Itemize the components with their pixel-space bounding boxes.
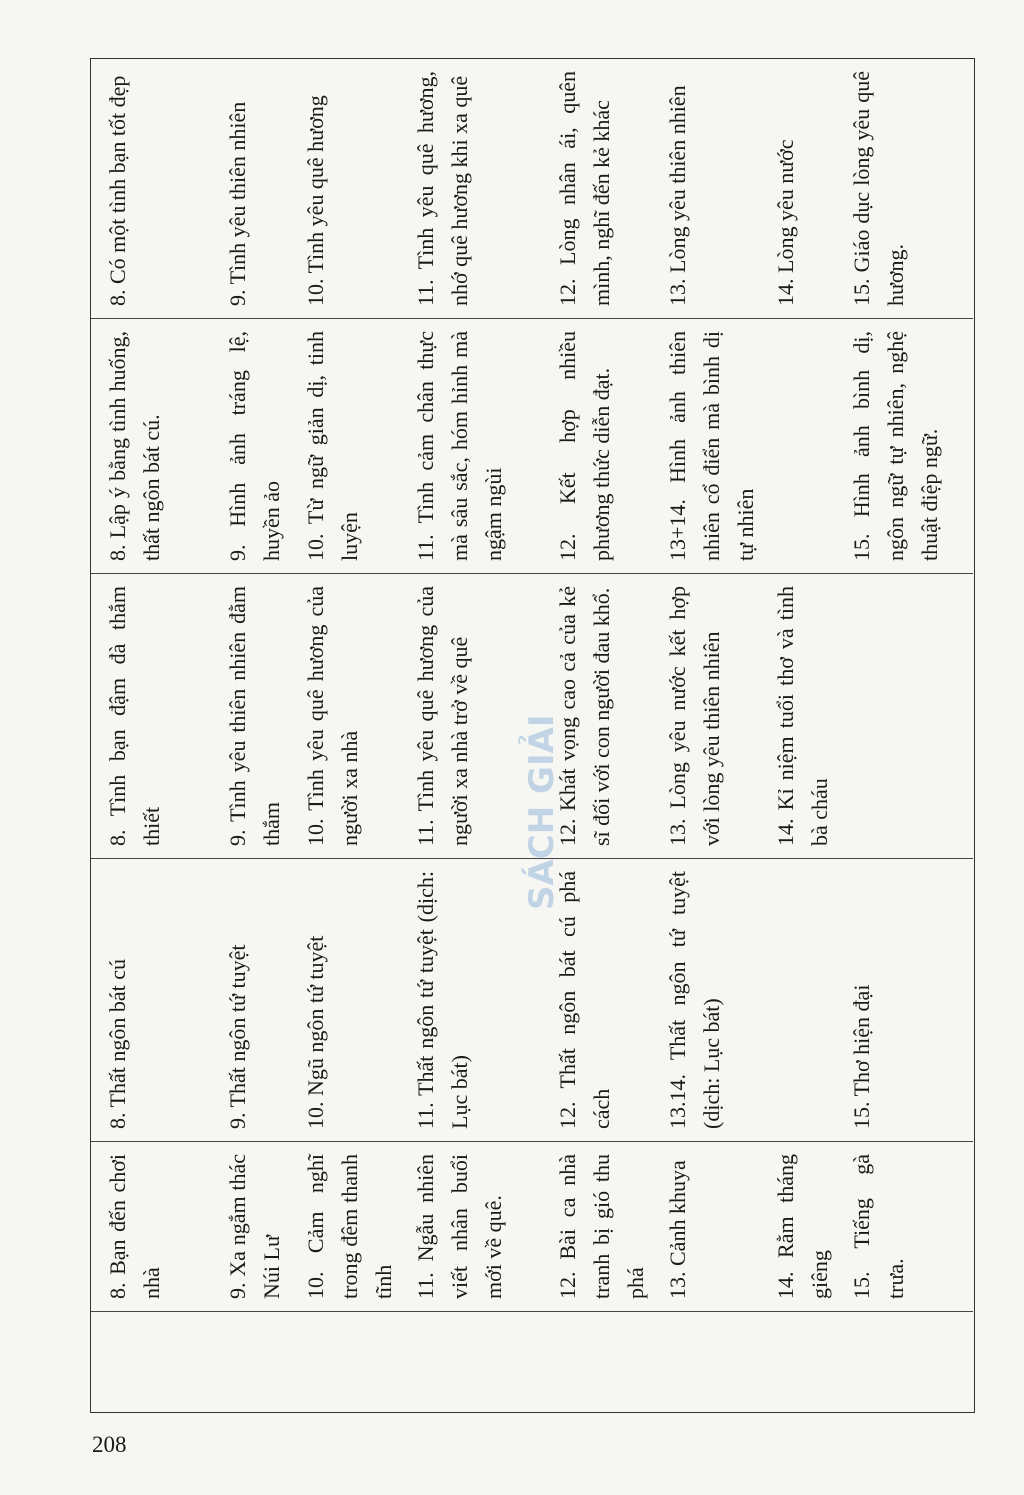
- table-cell: 8. Tình bạn đậm đà thắm thiết: [105, 586, 164, 846]
- table-cell: 15. Tiếng gà trưa.: [849, 1154, 908, 1299]
- table-cell: 12. Bài ca nhà tranh bị gió thu phá: [555, 1154, 648, 1299]
- table-cell: 12. Khát vọng cao cả của kẻ sĩ đối với con người đau khổ.: [555, 586, 614, 846]
- table-column-art: [91, 318, 973, 573]
- table-cell: 13.14. Thất ngôn tứ tuyệt (dịch: Lục bát): [665, 871, 724, 1129]
- table-cell: 15. Thơ hiện đại: [849, 984, 874, 1129]
- table-cell: 8. Thất ngôn bát cú: [105, 958, 130, 1129]
- table-cell: 9. Tình yêu thiên nhiên: [225, 101, 250, 306]
- table-cell: 13. Lòng yêu nước kết hợp với lòng yêu thiên nhiên: [665, 586, 724, 846]
- table-cell: 11. Thất ngôn tứ tuyệt (dịch: Lục bát): [413, 871, 472, 1129]
- table-cell: 10. Tình yêu quê hương: [303, 95, 328, 306]
- table-cell: 14. Kỉ niệm tuổi thơ và tình bà cháu: [773, 586, 832, 846]
- table-column-genre: [91, 858, 973, 1141]
- table-column-meaning: [91, 59, 973, 318]
- table-cell: 8. Bạn đến chơi nhà: [105, 1154, 164, 1299]
- table-cell: 11. Tình yêu quê hương của người xa nhà trở về quê: [413, 586, 472, 846]
- page-number: 208: [92, 1432, 127, 1457]
- table-cell: 8. Lập ý bằng tình huống, thất ngôn bát cú.: [105, 331, 164, 561]
- table-cell: 13+14. Hình ảnh thiên nhiên cổ điển mà bình dị tự nhiên: [665, 331, 758, 561]
- table-cell: 9. Xa ngắm thác Núi Lư: [225, 1154, 284, 1299]
- table-cell: 15. Giáo dục lòng yêu quê hương.: [849, 71, 908, 306]
- table-cell: 9. Hình ảnh tráng lệ, huyền ảo: [225, 331, 284, 561]
- table-cell: 8. Có một tình bạn tốt đẹp: [105, 75, 130, 306]
- table-cell: 11. Ngẫu nhiên viết nhân buổi mới về quê.: [413, 1154, 506, 1299]
- rotated-table-body: [91, 59, 973, 1411]
- table-cell: 13. Cảnh khuya: [665, 1160, 690, 1299]
- table-cell: 11. Tình cảm chân thực mà sâu sắc, hóm hỉnh mà ngậm ngùi: [413, 331, 506, 561]
- table-cell: 12. Lòng nhân ái, quên mình, nghĩ đến kẻ khác: [555, 71, 614, 306]
- table-cell: 12. Kết hợp nhiều phương thức diễn đạt.: [555, 331, 614, 561]
- table-cell: 11. Tình yêu quê hương, nhớ quê hương khi xa quê: [413, 71, 472, 306]
- table-cell: 10. Cảm nghĩ trong đêm thanh tĩnh: [303, 1154, 396, 1299]
- table-cell: 13. Lòng yêu thiên nhiên: [665, 85, 690, 306]
- table-cell: 10. Tình yêu quê hương của người xa nhà: [303, 586, 362, 846]
- table-cell: 9. Thất ngôn tứ tuyệt: [225, 944, 250, 1129]
- table-cell: 9. Tình yêu thiên nhiên đằm thắm: [225, 586, 284, 846]
- table-cell: 14. Rằm tháng giêng: [773, 1154, 832, 1299]
- table-column-content: [91, 573, 973, 858]
- poem-comparison-table: [90, 58, 975, 1413]
- table-cell: 10. Ngũ ngôn tứ tuyệt: [303, 935, 328, 1129]
- table-cell: 12. Thất ngôn bát cú phá cách: [555, 871, 614, 1129]
- table-cell: 15. Hình ảnh bình dị, ngôn ngữ tự nhiên, nghệ thuật điệp ngữ.: [849, 331, 942, 561]
- watermark-text: SÁCH GIẢI: [522, 714, 562, 910]
- table-column-empty: [91, 1311, 973, 1411]
- table-grid: [91, 59, 973, 1411]
- table-column-title: [91, 1141, 973, 1311]
- table-cell: 14. Lòng yêu nước: [773, 139, 798, 306]
- table-cell: 10. Từ ngữ giản dị, tinh luyện: [303, 331, 362, 561]
